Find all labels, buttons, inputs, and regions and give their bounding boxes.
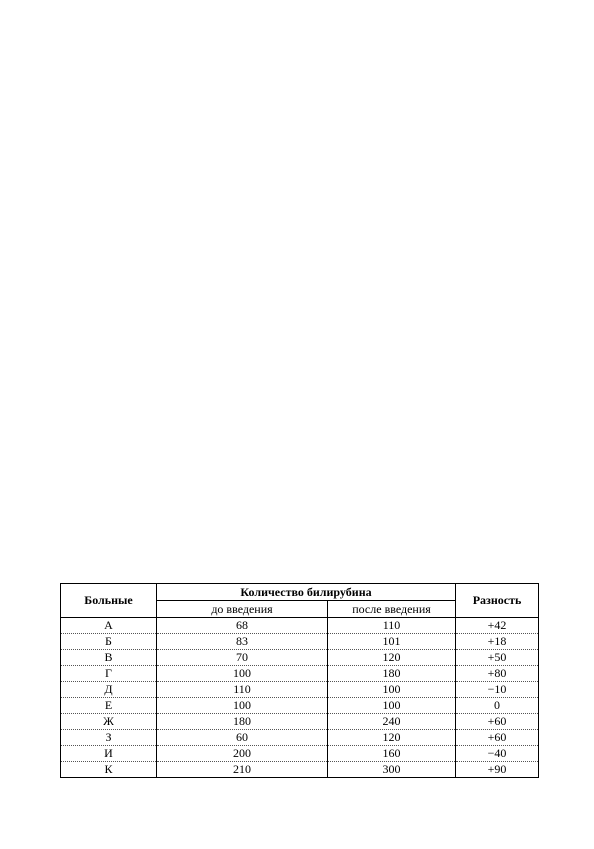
table-row xyxy=(61,618,539,634)
bilirubin-table-container xyxy=(60,583,538,778)
cell-difference: 0 xyxy=(456,698,539,714)
cell-before: 210 xyxy=(157,762,328,778)
cell-patient: Е xyxy=(61,698,157,714)
cell-patient: Ж xyxy=(61,714,157,730)
cell-difference: +80 xyxy=(456,666,539,682)
table-row xyxy=(61,682,539,698)
header-after: после введения xyxy=(328,601,456,618)
cell-patient: К xyxy=(61,762,157,778)
cell-patient: И xyxy=(61,746,157,762)
cell-patient: В xyxy=(61,650,157,666)
cell-before: 60 xyxy=(157,730,328,746)
table-row xyxy=(61,746,539,762)
cell-before: 83 xyxy=(157,634,328,650)
cell-after: 101 xyxy=(328,634,456,650)
cell-patient: Б xyxy=(61,634,157,650)
header-patients: Больные xyxy=(61,584,157,618)
cell-difference: +18 xyxy=(456,634,539,650)
cell-patient: А xyxy=(61,618,157,634)
cell-difference: +90 xyxy=(456,762,539,778)
cell-patient: Д xyxy=(61,682,157,698)
header-before: до введения xyxy=(157,601,328,618)
table-body xyxy=(61,618,539,778)
cell-patient: Г xyxy=(61,666,157,682)
cell-after: 110 xyxy=(328,618,456,634)
cell-after: 180 xyxy=(328,666,456,682)
cell-after: 160 xyxy=(328,746,456,762)
cell-after: 120 xyxy=(328,650,456,666)
cell-before: 68 xyxy=(157,618,328,634)
cell-after: 100 xyxy=(328,698,456,714)
cell-difference: +60 xyxy=(456,714,539,730)
cell-after: 100 xyxy=(328,682,456,698)
cell-after: 240 xyxy=(328,714,456,730)
table-row xyxy=(61,650,539,666)
table-row xyxy=(61,666,539,682)
cell-difference: −10 xyxy=(456,682,539,698)
table-row xyxy=(61,698,539,714)
cell-difference: −40 xyxy=(456,746,539,762)
cell-difference: +50 xyxy=(456,650,539,666)
table-row xyxy=(61,634,539,650)
table-row xyxy=(61,730,539,746)
cell-before: 200 xyxy=(157,746,328,762)
cell-after: 300 xyxy=(328,762,456,778)
cell-patient: З xyxy=(61,730,157,746)
cell-difference: +42 xyxy=(456,618,539,634)
cell-before: 100 xyxy=(157,698,328,714)
header-difference: Разность xyxy=(456,584,539,618)
header-bilirubin-group: Количество билирубина xyxy=(157,584,456,601)
table-row xyxy=(61,714,539,730)
cell-before: 110 xyxy=(157,682,328,698)
table-row xyxy=(61,762,539,778)
cell-before: 180 xyxy=(157,714,328,730)
cell-difference: +60 xyxy=(456,730,539,746)
table-header xyxy=(61,584,539,618)
cell-before: 70 xyxy=(157,650,328,666)
bilirubin-table xyxy=(60,583,539,778)
cell-before: 100 xyxy=(157,666,328,682)
cell-after: 120 xyxy=(328,730,456,746)
